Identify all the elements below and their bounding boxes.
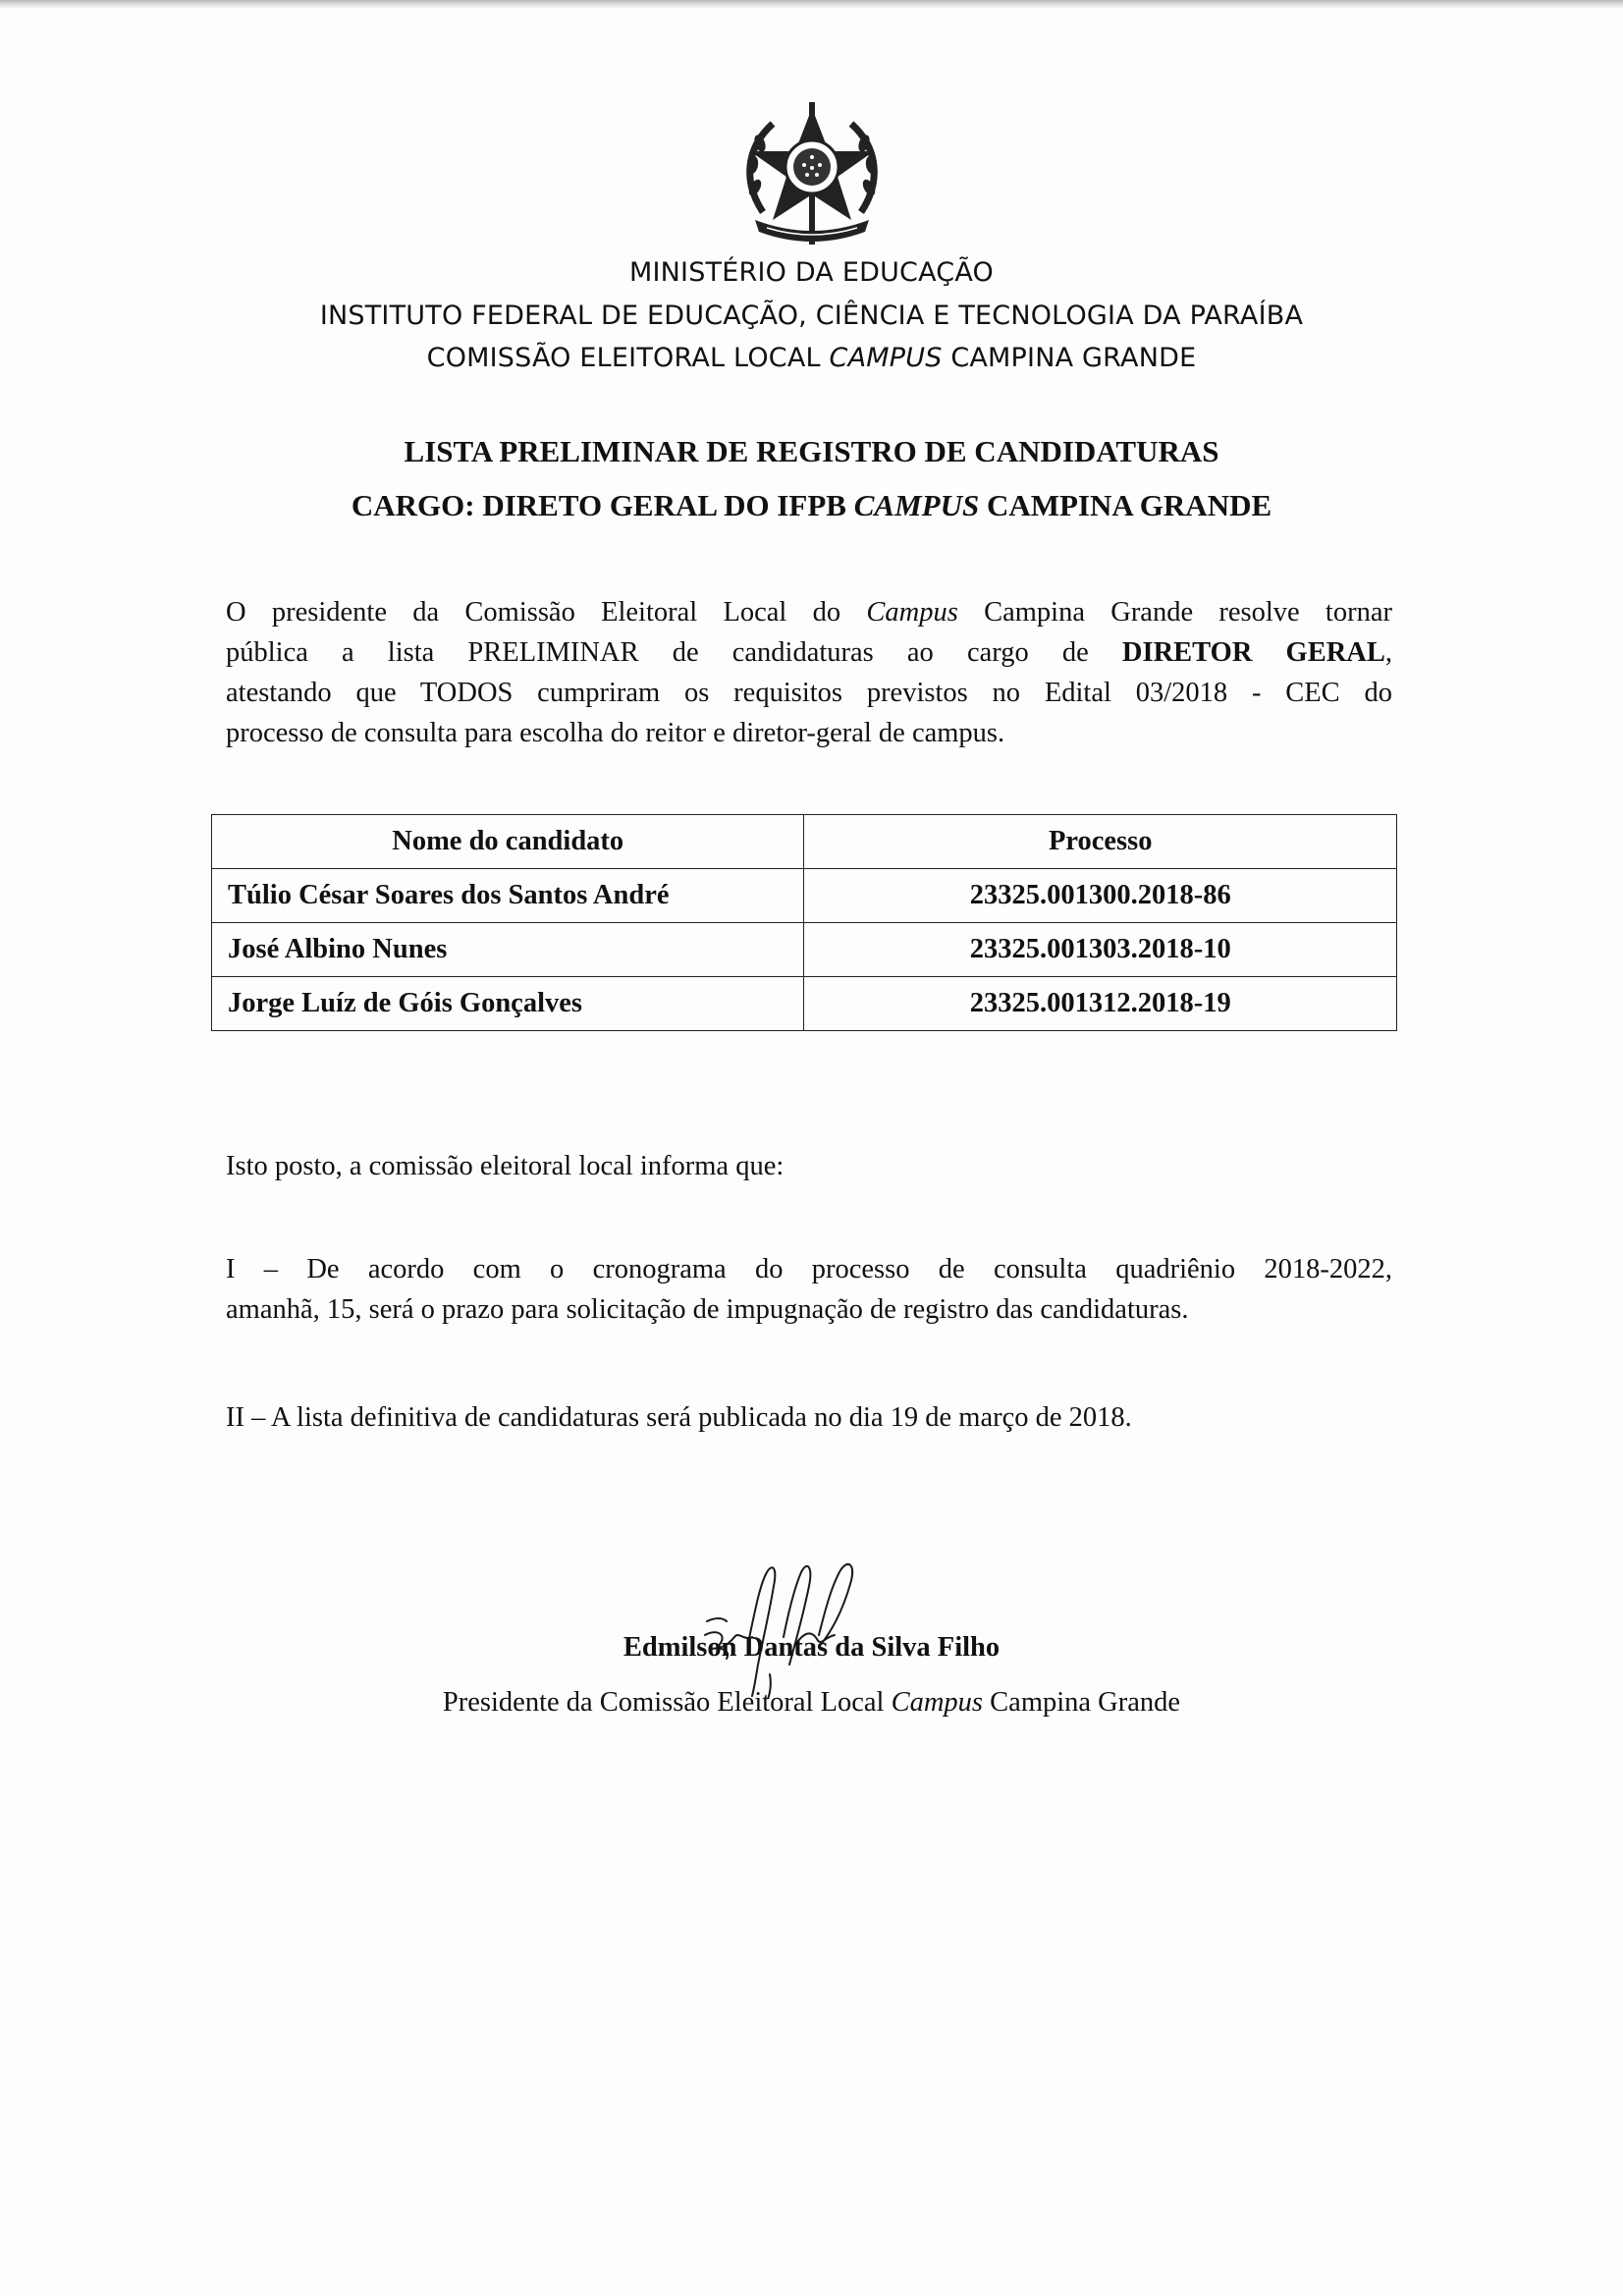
- commission-line: COMISSÃO ELEITORAL LOCAL CAMPUS CAMPINA GRANDE: [426, 343, 1197, 373]
- signatory-name: Edmilson Dantas da Silva Filho: [622, 1632, 1001, 1663]
- candidate-name: Jorge Luíz de Góis Gonçalves: [212, 977, 804, 1031]
- brasao-emblem-icon: [733, 94, 891, 251]
- item-2-paragraph: [226, 1397, 1392, 1438]
- candidate-name: Túlio César Soares dos Santos André: [212, 869, 804, 923]
- institute-line: INSTITUTO FEDERAL DE EDUCAÇÃO, CIÊNCIA E TECNOLOGIA DA PARAÍBA: [319, 301, 1304, 331]
- process-number: 23325.001300.2018-86: [804, 869, 1397, 923]
- intro-paragraph: [226, 592, 1392, 753]
- handwritten-signature: [687, 1527, 913, 1699]
- table-row: [212, 923, 1397, 977]
- column-header-name: Nome do candidato: [212, 815, 804, 869]
- process-number: 23325.001312.2018-19: [804, 977, 1397, 1031]
- item-1-paragraph: [226, 1249, 1392, 1330]
- candidates-table: [211, 814, 1397, 1031]
- item-2-line: II – A lista definitiva de candidaturas será publicada no dia 19 de março de 2018.: [226, 1402, 1132, 1433]
- table-row: [212, 869, 1397, 923]
- table-header-row: [212, 815, 1397, 869]
- scan-edge: [0, 0, 1623, 9]
- intro-line-2: pública a lista PRELIMINAR de candidaturas ao cargo de DIRETOR GERAL,: [226, 637, 1393, 668]
- process-number: 23325.001303.2018-10: [804, 923, 1397, 977]
- candidate-name: José Albino Nunes: [212, 923, 804, 977]
- column-header-process: Processo: [804, 815, 1397, 869]
- item-1-line-2: amanhã, 15, será o prazo para solicitação de impugnação de registro das candidaturas.: [226, 1294, 1189, 1325]
- ministry-line: MINISTÉRIO DA EDUCAÇÃO: [629, 257, 994, 288]
- intro-line-3: atestando que TODOS cumpriram os requisitos previstos no Edital 03/2018 - CEC do: [226, 678, 1392, 708]
- intro-line-4: processo de consulta para escolha do reitor e diretor-geral de campus.: [226, 718, 1005, 748]
- signatory-role: Presidente da Comissão Eleitoral Local Campus Campina Grande: [442, 1687, 1181, 1718]
- item-1-line-1: I – De acordo com o cronograma do processo de consulta quadriênio 2018-2022,: [226, 1254, 1392, 1285]
- document-subtitle: CARGO: DIRETO GERAL DO IFPB CAMPUS CAMPINA GRANDE: [351, 488, 1272, 522]
- table-row: [212, 977, 1397, 1031]
- intro-line-1: O presidente da Comissão Eleitoral Local do Campus Campina Grande resolve tornar: [226, 597, 1392, 628]
- informa-paragraph: [226, 1146, 1392, 1186]
- document-title: LISTA PRELIMINAR DE REGISTRO DE CANDIDATURAS: [404, 434, 1219, 468]
- informa-line: Isto posto, a comissão eleitoral local informa que:: [226, 1151, 784, 1181]
